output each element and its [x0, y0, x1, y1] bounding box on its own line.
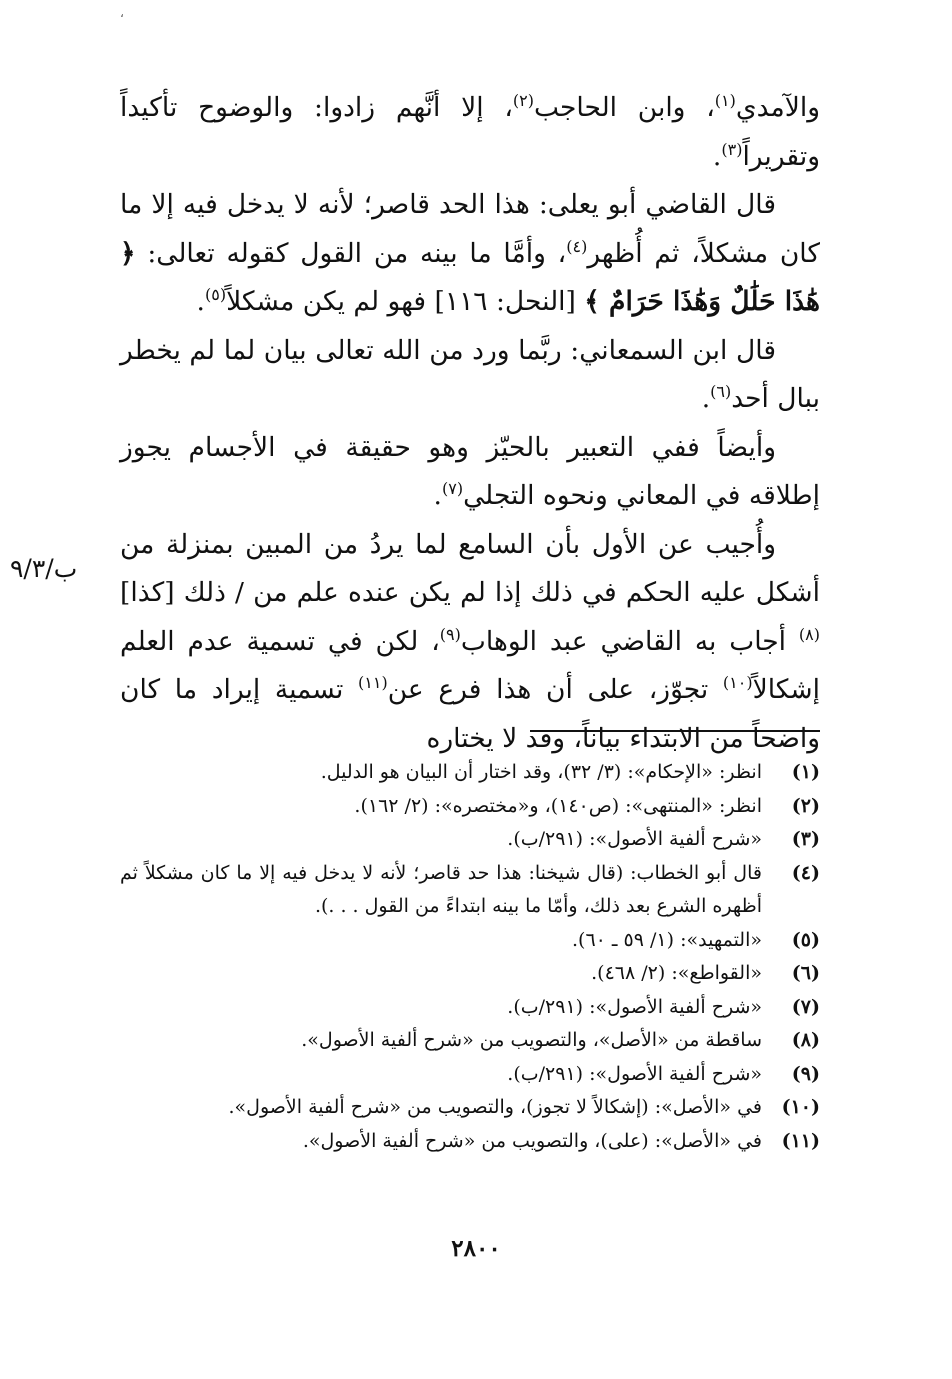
footnote-number: (١٠): [781, 1096, 820, 1118]
footnote-marker: (١١): [358, 673, 388, 692]
footnote-text: ساقطة من «الأصل»، والتصويب من «شرح ألفية الأصول».: [301, 1029, 762, 1051]
text-run: .: [712, 140, 722, 172]
text-run: أجاب به القاضي عبد الوهاب: [460, 625, 799, 657]
text-run: .: [196, 286, 205, 317]
footnote-text: قال أبو الخطاب: (قال شيخنا: هذا حد قاصر؛ لأنه لا يدخل فيه إلا ما كان مشكلاً ثم أظهره الشرع بعد ذلك، وأمّا ما بينه ابتداءً من القول . . .).: [120, 861, 762, 917]
paragraph: [120, 424, 820, 521]
footnote-text: «التمهيد»: (١/ ٥٩ ـ ٦٠).: [572, 928, 762, 951]
footnote-item: [120, 1024, 820, 1058]
paragraph: [120, 84, 820, 181]
page-number: ٢٨٠٠: [451, 1235, 501, 1262]
footnote-marker: (٣): [721, 139, 743, 159]
footnote-marker: (٤): [566, 236, 588, 256]
footnote-text: «القواطع»: (٢/ ٤٦٨).: [591, 962, 762, 984]
text-run: وأُجيب عن الأول بأن السامع لما يردُ من المبين بمنزلة من أشكل عليه الحكم في ذلك إذا لم يكن عنده علم من / ذلك [كذا]: [120, 528, 820, 608]
quran-verse: ﴿ هَٰذَا حَلَٰلٌ وَهَٰذَا حَرَامٌ ﴾: [120, 237, 820, 317]
footnote-marker: (٢): [512, 91, 535, 110]
footnote-item: [120, 1091, 820, 1125]
footnote-number: (٨): [791, 1029, 820, 1051]
footnote-marker: (١): [714, 91, 736, 110]
footnote-number: (٥): [791, 928, 820, 951]
text-run: ، وأمَّا ما بينه من القول كقوله تعالى:: [135, 237, 567, 269]
footnote-marker: (٨): [798, 624, 820, 644]
footnote-item: [120, 924, 820, 958]
footnote-text: «شرح ألفية الأصول»: (٢٩١/ب).: [507, 828, 762, 850]
paragraph: [120, 521, 820, 764]
footnote-number: (٦): [791, 962, 820, 984]
footnote-item: [120, 1125, 820, 1159]
footnote-number: (٩): [791, 1062, 820, 1085]
text-run: .: [701, 383, 711, 414]
footnote-text: انظر: «المنتهى»: (ص١٤٠)، و«مختصره»: (٢/ ١٦٢).: [354, 794, 762, 817]
footnote-number: (٧): [791, 995, 820, 1018]
footnote-text: في «الأصل»: (إشكالاً لا تجوز)، والتصويب من «شرح ألفية الأصول».: [228, 1096, 762, 1118]
text-run: [النحل: ١١٦] فهو لم يكن مشكلاً: [226, 286, 585, 317]
footnote-text: في «الأصل»: (على)، والتصويب من «شرح ألفية الأصول».: [302, 1129, 762, 1152]
footnote-text: «شرح ألفية الأصول»: (٢٩١/ب).: [507, 1062, 762, 1085]
footnote-number: (١): [791, 761, 820, 783]
footnote-item: [120, 957, 820, 991]
footnote-marker: (٦): [710, 382, 732, 401]
text-run: قال ابن السمعاني: ربَّما ورد من الله تعالى بيان لما لم يخطر ببال أحد: [120, 334, 820, 414]
footnote-item: [120, 857, 820, 924]
text-run: ، وابن الحاجب: [534, 92, 715, 123]
footnote-number: (١١): [781, 1129, 820, 1152]
corner-mark: ،: [120, 6, 124, 20]
footnote-text: انظر: «الإحكام»: (٣/ ٣٢)، وقد اختار أن البيان هو الدليل.: [320, 761, 762, 783]
footnote-item: [120, 790, 820, 824]
paragraph: [120, 327, 820, 424]
footnote-item: [120, 823, 820, 857]
text-run: وأيضاً ففي التعبير بالحيّز وهو حقيقة في الأجسام يجوز إطلاقه في المعاني ونحوه التجلي: [120, 431, 820, 511]
footnotes-list: [120, 756, 820, 1158]
text-run: .: [433, 480, 442, 511]
text-run: ، لكن في تسمية عدم العلم إشكالاً: [120, 625, 820, 705]
footnote-number: (٢): [791, 794, 820, 817]
footnote-item: [120, 756, 820, 790]
footnote-number: (٣): [791, 828, 820, 850]
footnote-marker: (١٠): [722, 673, 753, 692]
footnote-number: (٤): [791, 861, 820, 884]
footnote-item: [120, 1058, 820, 1092]
margin-folio-reference: ب/٩/٣: [10, 554, 78, 583]
footnote-marker: (٩): [439, 624, 461, 644]
text-run: تسمية إيراد ما كان واضحاً من الابتداء بياناً، وقد لا يختاره: [120, 674, 820, 754]
text-run: قال القاضي أبو يعلى: هذا الحد قاصر؛ لأنه لا يدخل فيه إلا ما كان مشكلاً، ثم أُظهر: [120, 189, 820, 269]
text-run: والآمدي: [735, 92, 820, 123]
footnote-separator: [530, 730, 820, 732]
text-run: تجوّز، على أن هذا فرع عن: [387, 674, 723, 705]
footnote-text: «شرح ألفية الأصول»: (٢٩١/ب).: [507, 995, 762, 1018]
footnote-item: [120, 991, 820, 1025]
main-text: [120, 84, 820, 763]
paragraph: [120, 181, 820, 327]
footnote-marker: (٥): [204, 285, 227, 304]
text-run: ، إلا أنَّهم زادوا: والوضوح تأكيداً وتقريراً: [120, 92, 820, 172]
footnote-marker: (٧): [441, 479, 464, 498]
